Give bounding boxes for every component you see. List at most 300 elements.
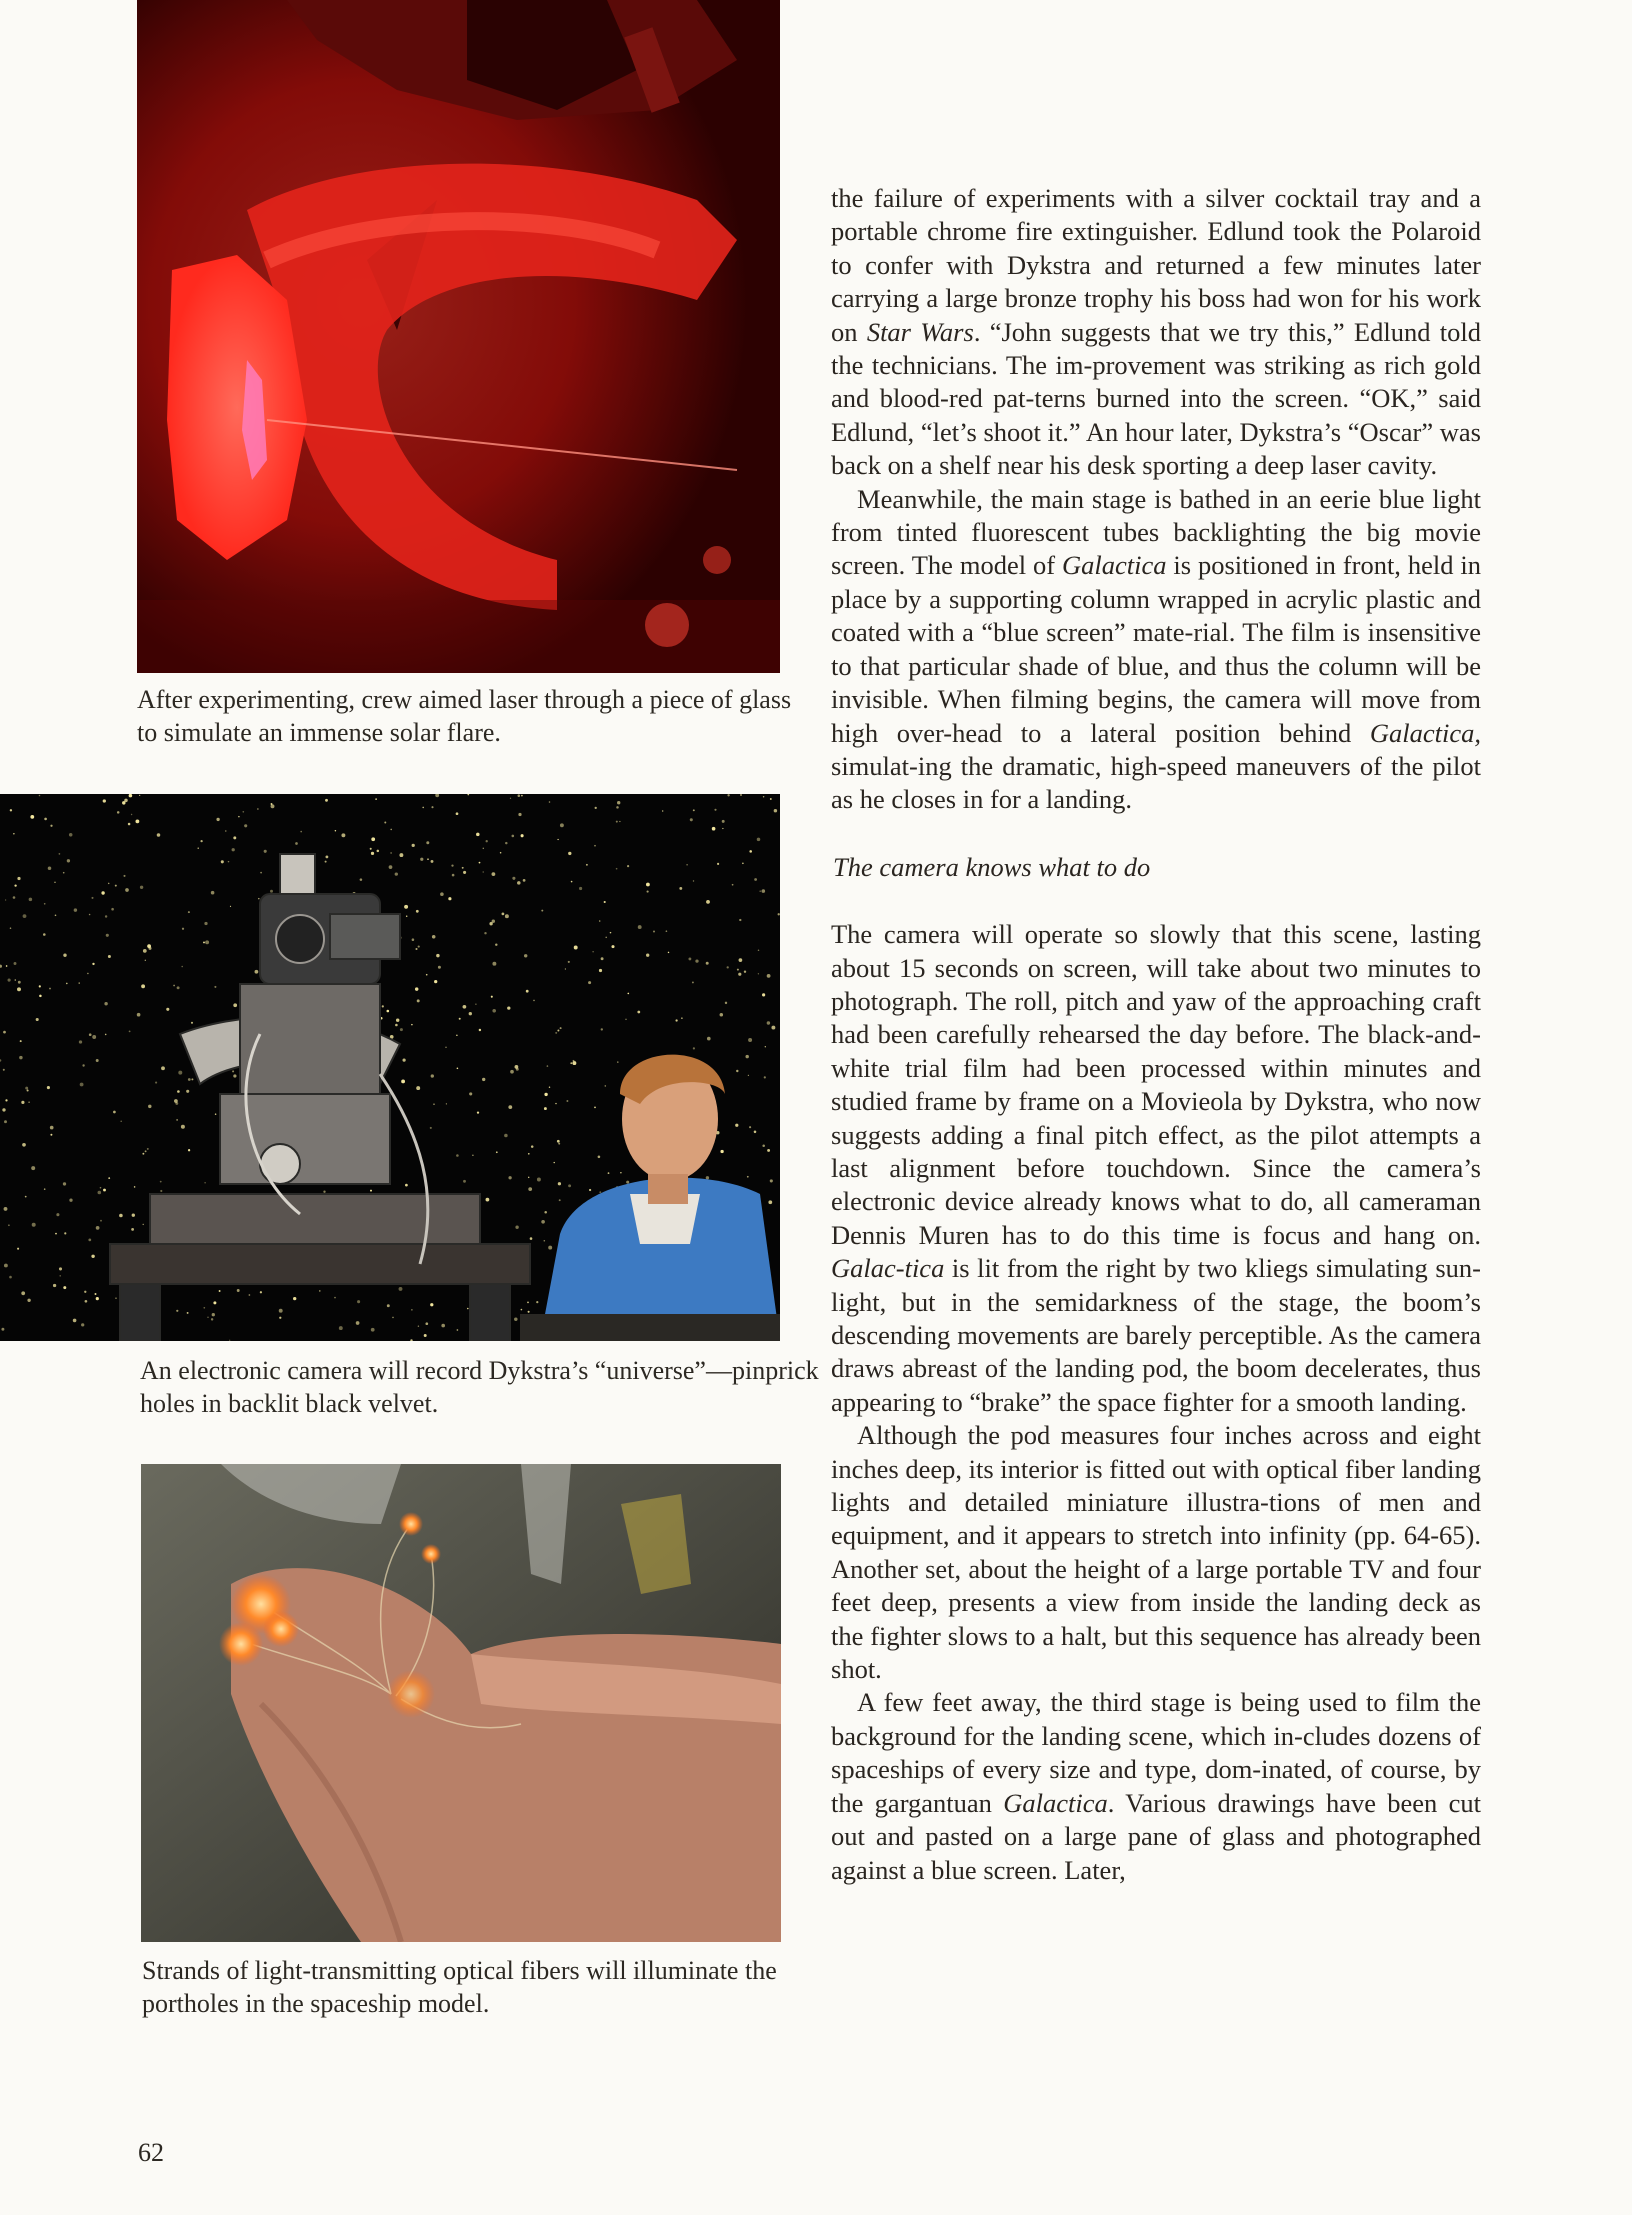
- star-point: [96, 1297, 99, 1300]
- star-point: [101, 891, 104, 894]
- star-point: [765, 1046, 766, 1047]
- star-point: [23, 914, 27, 918]
- article-paragraph: Meanwhile, the main stage is bathed in an eerie blue light from tinted fluorescent tubes backlighting the big movie screen. The model of Galactica is positioned in front, held in place by a supporting column wrapped in acrylic plastic and coated with a “blue screen” mate-rial. The film is insensitive to that particular shade of blue, and thus the column will be invisible. When filming begins, the camera will move from high over-head to a lateral position behind Galactica, simulat-ing the dramatic, high-speed maneuvers of the pilot as he closes in for a landing.: [831, 483, 1481, 815]
- star-point: [357, 1300, 360, 1303]
- star-point: [28, 1101, 30, 1103]
- star-point: [181, 1125, 185, 1129]
- star-point: [395, 872, 398, 875]
- star-point: [212, 1313, 215, 1316]
- star-point: [25, 1196, 27, 1198]
- star-point: [145, 1150, 147, 1152]
- star-point: [89, 914, 91, 916]
- star-point: [44, 1188, 46, 1190]
- star-point: [120, 1120, 122, 1122]
- star-point: [732, 884, 734, 886]
- star-point: [79, 1040, 82, 1043]
- star-point: [601, 957, 604, 960]
- star-point: [238, 816, 240, 818]
- star-point: [693, 880, 694, 881]
- star-point: [558, 1182, 561, 1185]
- star-point: [647, 891, 649, 893]
- star-point: [370, 848, 372, 850]
- star-point: [148, 947, 151, 950]
- star-point: [742, 863, 744, 865]
- star-point: [80, 1083, 84, 1087]
- star-point: [323, 1191, 325, 1193]
- star-point: [749, 1126, 751, 1128]
- star-point: [619, 821, 620, 822]
- star-point: [448, 897, 451, 900]
- star-point: [638, 925, 642, 929]
- star-point: [233, 1003, 237, 1007]
- star-point: [3, 1031, 6, 1034]
- star-point: [18, 981, 21, 984]
- star-point: [176, 1310, 178, 1312]
- star-point: [19, 1056, 22, 1059]
- star-point: [228, 861, 230, 863]
- star-point: [757, 838, 761, 842]
- star-point: [96, 1226, 100, 1230]
- star-point: [55, 914, 57, 916]
- star-point: [257, 808, 258, 809]
- star-point: [69, 1199, 72, 1202]
- star-point: [508, 1176, 511, 1179]
- star-point: [91, 1255, 94, 1258]
- star-point: [295, 842, 298, 845]
- star-point: [446, 1103, 447, 1104]
- star-point: [544, 1211, 547, 1214]
- star-point: [389, 865, 393, 869]
- star-point: [21, 1291, 25, 1295]
- star-point: [559, 1199, 561, 1201]
- star-point: [686, 864, 688, 866]
- star-point: [411, 1309, 412, 1310]
- star-point: [430, 1303, 433, 1306]
- star-point: [396, 1018, 399, 1021]
- star-point: [491, 996, 493, 998]
- star-point: [334, 1297, 336, 1299]
- camera-caption: An electronic camera will record Dykstra’s “universe”—pinprick holes in backlit black velvet.: [140, 1356, 819, 1418]
- star-point: [377, 850, 380, 853]
- star-point: [412, 844, 415, 847]
- star-point: [182, 928, 184, 930]
- star-point: [463, 1005, 467, 1009]
- star-point: [63, 953, 66, 956]
- star-point: [492, 1009, 496, 1013]
- star-point: [512, 877, 515, 880]
- star-point: [430, 1127, 432, 1129]
- star-point: [599, 969, 602, 972]
- star-point: [653, 931, 655, 933]
- star-point: [174, 1099, 178, 1103]
- star-point: [592, 951, 593, 952]
- star-point: [518, 813, 521, 816]
- star-point: [492, 962, 496, 966]
- star-point: [507, 1006, 510, 1009]
- star-point: [482, 1078, 485, 1081]
- star-point: [541, 1220, 545, 1224]
- star-point: [424, 1334, 427, 1337]
- fibers-caption: Strands of light-transmitting optical fibers will illuminate the portholes in the spaceship model.: [142, 1956, 777, 2018]
- star-point: [31, 1166, 35, 1170]
- star-point: [213, 1301, 216, 1304]
- star-point: [573, 1060, 575, 1062]
- star-point: [418, 1326, 419, 1327]
- star-point: [166, 1008, 169, 1011]
- star-point: [500, 852, 502, 854]
- star-point: [39, 795, 41, 797]
- star-point: [142, 1153, 144, 1155]
- star-point: [451, 864, 453, 866]
- star-point: [135, 819, 139, 823]
- star-point: [762, 1145, 765, 1148]
- star-point: [740, 794, 742, 796]
- star-point: [54, 882, 55, 883]
- star-point: [270, 890, 273, 893]
- star-point: [688, 957, 691, 960]
- star-point: [177, 986, 180, 989]
- camera-photo: [0, 794, 780, 1341]
- section-subheading: The camera knows what to do: [833, 851, 1151, 882]
- star-point: [216, 818, 219, 821]
- star-point: [43, 933, 46, 936]
- star-point: [370, 1190, 372, 1192]
- star-point: [191, 1078, 193, 1080]
- star-point: [521, 1309, 523, 1311]
- star-point: [555, 1103, 556, 1104]
- star-point: [17, 987, 21, 991]
- star-point: [504, 1134, 508, 1138]
- star-point: [528, 1153, 530, 1155]
- star-point: [431, 1074, 434, 1077]
- star-point: [605, 937, 606, 938]
- star-point: [544, 1107, 547, 1110]
- star-point: [479, 862, 481, 864]
- star-point: [526, 990, 529, 993]
- star-point: [411, 1024, 413, 1026]
- star-point: [483, 871, 484, 872]
- star-point: [108, 1177, 110, 1179]
- star-point: [722, 828, 723, 829]
- star-point: [627, 993, 629, 995]
- star-point: [335, 830, 336, 831]
- star-point: [598, 1156, 601, 1159]
- page-number: 62: [138, 2138, 164, 2167]
- star-point: [155, 1082, 157, 1084]
- star-point: [211, 891, 215, 895]
- star-point: [10, 927, 12, 929]
- star-point: [232, 848, 235, 851]
- star-point: [325, 799, 328, 802]
- star-point: [764, 1076, 766, 1078]
- star-point: [188, 1078, 191, 1081]
- star-point: [521, 834, 524, 837]
- star-point: [681, 1017, 683, 1019]
- star-point: [436, 954, 439, 957]
- star-point: [10, 809, 12, 811]
- star-point: [191, 1022, 193, 1024]
- star-point: [249, 1294, 251, 1296]
- star-point: [129, 1030, 131, 1032]
- star-point: [55, 1233, 57, 1235]
- star-point: [225, 830, 226, 831]
- star-point: [537, 1178, 541, 1182]
- star-point: [148, 1105, 151, 1108]
- star-point: [625, 1019, 626, 1020]
- star-point: [260, 872, 262, 874]
- star-point: [161, 1066, 165, 1070]
- star-point: [44, 818, 47, 821]
- star-point: [255, 970, 259, 974]
- star-point: [63, 1286, 66, 1289]
- star-point: [508, 1105, 512, 1109]
- star-point: [462, 867, 464, 869]
- star-point: [39, 985, 41, 987]
- star-point: [555, 1032, 557, 1034]
- star-point: [32, 1223, 36, 1227]
- star-point: [111, 908, 114, 911]
- star-point: [399, 1287, 403, 1291]
- star-point: [549, 801, 551, 803]
- star-point: [426, 841, 429, 844]
- star-point: [431, 860, 434, 863]
- star-point: [264, 850, 267, 853]
- star-point: [29, 898, 33, 902]
- star-point: [143, 1224, 144, 1225]
- star-point: [692, 981, 694, 983]
- star-point: [74, 908, 77, 911]
- star-point: [390, 829, 392, 831]
- star-point: [22, 1143, 26, 1147]
- star-point: [237, 1289, 240, 1292]
- star-point: [505, 842, 507, 844]
- star-point: [496, 1151, 498, 1153]
- star-point: [387, 1304, 390, 1307]
- star-point: [27, 1299, 30, 1302]
- star-point: [59, 853, 61, 855]
- star-point: [469, 1012, 472, 1015]
- star-point: [50, 1134, 52, 1136]
- star-point: [271, 804, 275, 808]
- star-point: [9, 1276, 12, 1279]
- star-point: [510, 1070, 514, 1074]
- star-point: [50, 1126, 54, 1130]
- star-point: [611, 945, 614, 948]
- star-point: [415, 948, 417, 950]
- star-point: [233, 1074, 236, 1077]
- star-point: [747, 1176, 749, 1178]
- star-point: [84, 1291, 86, 1293]
- star-point: [512, 835, 515, 838]
- star-point: [293, 1297, 296, 1300]
- star-point: [521, 795, 523, 797]
- star-point: [505, 914, 509, 918]
- star-point: [64, 1232, 66, 1234]
- star-point: [100, 1187, 102, 1189]
- star-point: [646, 883, 650, 887]
- star-point: [626, 1181, 629, 1184]
- star-point: [594, 1107, 596, 1109]
- star-point: [463, 871, 466, 874]
- star-point: [229, 1340, 230, 1341]
- star-point: [476, 833, 480, 837]
- star-point: [406, 916, 407, 917]
- star-point: [727, 966, 729, 968]
- star-point: [157, 833, 161, 837]
- star-point: [762, 889, 766, 893]
- star-point: [176, 1119, 178, 1121]
- star-point: [547, 1065, 549, 1067]
- star-point: [557, 839, 558, 840]
- star-point: [456, 812, 459, 815]
- star-point: [53, 1284, 56, 1287]
- star-point: [89, 1033, 92, 1036]
- star-point: [79, 982, 80, 983]
- star-point: [469, 1092, 472, 1095]
- star-point: [427, 858, 429, 860]
- star-point: [233, 836, 236, 839]
- star-point: [6, 965, 8, 967]
- star-point: [173, 985, 175, 987]
- star-point: [356, 1321, 360, 1325]
- star-point: [518, 794, 521, 797]
- star-point: [325, 855, 328, 858]
- star-point: [738, 973, 741, 976]
- star-point: [693, 1047, 695, 1049]
- star-point: [604, 901, 606, 903]
- star-point: [707, 1037, 711, 1041]
- star-point: [637, 1011, 640, 1014]
- star-point: [528, 1177, 529, 1178]
- star-point: [420, 858, 423, 861]
- star-point: [524, 954, 527, 957]
- star-point: [767, 1021, 770, 1024]
- star-point: [739, 958, 743, 962]
- star-point: [134, 1186, 136, 1188]
- star-point: [360, 878, 363, 881]
- star-point: [737, 969, 739, 971]
- star-point: [95, 1293, 97, 1295]
- star-point: [125, 888, 129, 892]
- star-point: [115, 1298, 116, 1299]
- star-point: [203, 1307, 205, 1309]
- star-point: [616, 821, 618, 823]
- star-point: [666, 930, 668, 932]
- star-point: [87, 973, 88, 974]
- star-point: [399, 853, 403, 857]
- star-point: [610, 932, 612, 934]
- star-point: [108, 955, 111, 958]
- star-point: [530, 1237, 533, 1240]
- star-point: [589, 1189, 591, 1191]
- star-point: [690, 818, 693, 821]
- star-point: [568, 961, 570, 963]
- star-point: [736, 1070, 738, 1072]
- star-point: [14, 884, 16, 886]
- star-point: [748, 1075, 749, 1076]
- star-point: [440, 892, 444, 896]
- star-point: [214, 986, 216, 988]
- star-point: [484, 932, 486, 934]
- star-point: [178, 1071, 182, 1075]
- star-point: [106, 934, 109, 937]
- star-point: [395, 1024, 398, 1027]
- star-point: [531, 1145, 534, 1148]
- star-point: [722, 820, 725, 823]
- star-point: [754, 1131, 757, 1134]
- star-point: [544, 1240, 546, 1242]
- fibers-photo-art: [141, 1464, 781, 1942]
- star-point: [8, 1224, 10, 1226]
- camera-photo-art: [0, 794, 780, 1341]
- star-point: [695, 959, 698, 962]
- star-point: [66, 983, 68, 985]
- star-point: [258, 898, 260, 900]
- star-point: [759, 890, 761, 892]
- star-point: [431, 806, 433, 808]
- star-point: [774, 809, 777, 812]
- star-point: [137, 1013, 141, 1017]
- star-point: [44, 903, 46, 905]
- star-point: [124, 799, 127, 802]
- star-point: [502, 913, 505, 916]
- star-point: [486, 840, 488, 842]
- star-point: [131, 814, 132, 815]
- star-point: [390, 852, 391, 853]
- article-paragraph: A few feet away, the third stage is being used to film the background for the landing scene, which in-cludes dozens of spaceships of every size and type, dom-inated, of course, by the gargantuan Galactica. Various drawings have been cut out and pasted on a large pane of glass and photographed against a blue screen. Later,: [831, 1687, 1481, 1885]
- star-point: [279, 1309, 283, 1313]
- star-point: [131, 1228, 134, 1231]
- star-point: [232, 1070, 234, 1072]
- star-point: [459, 1018, 461, 1020]
- star-point: [113, 1111, 116, 1114]
- star-point: [20, 1040, 22, 1042]
- star-point: [188, 1149, 190, 1151]
- star-point: [416, 910, 419, 913]
- star-point: [27, 1089, 29, 1091]
- star-point: [616, 868, 618, 870]
- star-point: [541, 910, 543, 912]
- star-point: [416, 1086, 420, 1090]
- star-point: [693, 809, 695, 811]
- star-point: [599, 920, 601, 922]
- star-point: [457, 1067, 459, 1069]
- star-point: [608, 1172, 610, 1174]
- star-point: [620, 1172, 621, 1173]
- star-point: [527, 1302, 529, 1304]
- star-point: [207, 1317, 208, 1318]
- star-point: [15, 979, 17, 981]
- star-point: [341, 833, 345, 837]
- star-point: [103, 1189, 106, 1192]
- star-point: [565, 968, 566, 969]
- star-point: [100, 1220, 102, 1222]
- star-point: [617, 801, 620, 804]
- star-point: [467, 1308, 469, 1310]
- star-point: [514, 1317, 517, 1320]
- star-point: [371, 837, 375, 841]
- star-point: [145, 960, 146, 961]
- star-point: [434, 980, 437, 983]
- star-point: [492, 920, 495, 923]
- star-point: [81, 1323, 84, 1326]
- star-point: [463, 1180, 466, 1183]
- star-point: [371, 852, 374, 855]
- star-point: [200, 840, 202, 842]
- star-point: [523, 879, 526, 882]
- star-point: [566, 1100, 568, 1102]
- star-point: [244, 824, 247, 827]
